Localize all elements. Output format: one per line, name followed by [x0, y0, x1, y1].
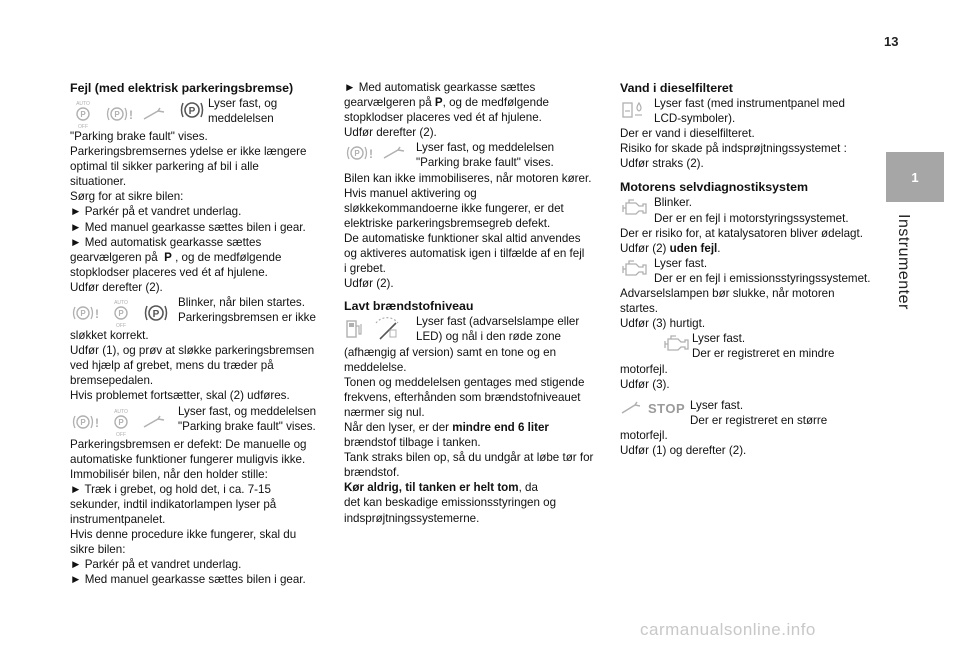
text-line: ► Træk i grebet, og hold det, i ca. 7-15: [70, 482, 271, 496]
svg-text:AUTO: AUTO: [114, 408, 128, 415]
chapter-number: 1: [886, 152, 944, 202]
warning-row: [344, 314, 602, 344]
text-line: sløkket korrekt.: [70, 329, 149, 343]
text-line: Hvis manuel aktivering og: [344, 186, 477, 200]
text-line: Lyser fast, og meddelelsen: [416, 141, 555, 155]
text-line: ► Med manuel gearkasse sættes bilen i gear.: [70, 220, 306, 234]
text-line: Lyser fast.: [654, 256, 708, 270]
parking-brake-fault-icon: [104, 104, 134, 124]
section-heading-self-diagnosis: Motorens selvdiagnostiksystem: [620, 180, 808, 195]
text-line: Tonen og meddelelsen gentages med stigende: [344, 375, 585, 389]
text-line: Lyser fast.: [690, 398, 744, 412]
text-line: bremsepedalen.: [70, 374, 154, 388]
section-heading-parking-brake-fault: Fejl (med elektrisk parkeringsbremse): [70, 81, 294, 95]
text-line: nærmer sig nul.: [344, 405, 425, 419]
text-line: Udfør (2).: [344, 277, 394, 291]
warning-row: [620, 256, 885, 286]
text-line: sikre bilen:: [70, 543, 126, 557]
svg-text:P: P: [80, 417, 86, 427]
svg-text:!: !: [95, 415, 99, 430]
text-line: Udfør (3).: [620, 377, 670, 391]
text-line: Blinker, når bilen startes.: [178, 296, 305, 310]
column-1: [70, 80, 328, 587]
text-fragment: Udfør (2): [620, 241, 667, 255]
auto-park-off-icon: [108, 298, 134, 328]
text-line: automatiske funktioner fungerer muligvis ikke.: [70, 452, 306, 466]
text-line: Lyser fast (med instrumentpanel med: [654, 97, 845, 110]
text-line: [344, 95, 602, 110]
text-line: brændstof tilbage i tanken.: [344, 436, 481, 450]
auto-park-off-icon: [70, 99, 96, 129]
text-line: Der er risiko for, at katalysatoren bliver ødelagt.: [620, 226, 863, 240]
wrench-icon: [382, 146, 406, 160]
text-line: elektriske parkeringsbremsegreb defekt.: [344, 216, 551, 230]
wrench-icon: [142, 107, 166, 121]
svg-text:!: !: [95, 307, 99, 322]
gear-p-label: P: [164, 250, 172, 264]
text-line: ► Parkér på et vandret underlag.: [70, 205, 242, 219]
text-line: [344, 420, 602, 435]
text-line: Parkeringsbremsen er defekt: De manuelle og: [70, 437, 307, 451]
parking-brake-icon: [178, 99, 206, 121]
watermark: carmanualsonline.info: [640, 620, 816, 639]
text-line: LED) og nål i den røde zone: [416, 330, 562, 344]
svg-text:P: P: [80, 110, 86, 119]
text-line: Udfør (1) og derefter (2).: [620, 443, 747, 457]
wrench-icon: [142, 415, 166, 429]
text-line: Der er registreret en større: [690, 413, 828, 427]
parking-brake-fault-icon: [344, 143, 374, 163]
text-fragment: , da: [518, 481, 538, 495]
text-line: De automatiske funktioner skal altid anvendes: [344, 231, 581, 245]
text-line: motorfejl.: [620, 362, 668, 376]
text-line: Der er registreret en mindre: [692, 347, 835, 361]
text-emphasis: Kør aldrig, til tanken er helt tom: [344, 481, 519, 495]
text-line: Der er en fejl i motorstyringssystemet.: [654, 211, 849, 225]
auto-park-off-icon: [108, 407, 134, 437]
text-emphasis: mindre end 6 liter: [452, 420, 549, 434]
chapter-label: Instrumenter: [895, 214, 912, 310]
warning-row: [344, 140, 602, 170]
text-line: optimal til sikker parkering af bil i alle: [70, 160, 259, 174]
text-line: brændstof.: [344, 466, 400, 480]
text-line: Lyser fast, og: [208, 97, 278, 110]
text-line: ► Parkér på et vandret underlag.: [70, 558, 242, 572]
warning-row: [70, 96, 328, 129]
parking-brake-fault-icon: [70, 412, 100, 432]
section-heading-water-in-diesel: Vand i dieselfilteret: [620, 81, 733, 95]
text-fragment: gearvælgeren på: [344, 96, 432, 110]
text-line: ► Med manuel gearkasse sættes bilen i gear.: [70, 573, 306, 587]
wrench-icon: [620, 401, 642, 415]
text-line: situationer.: [70, 175, 127, 189]
text-fragment: , og de medfølgende: [175, 250, 282, 264]
engine-icon: [620, 198, 648, 216]
text-line: Blinker.: [654, 196, 693, 210]
text-line: Parkeringsbremsernes ydelse er ikke længere: [70, 145, 307, 159]
text-line: instrumentpanelet.: [70, 512, 166, 526]
engine-icon: [620, 259, 648, 277]
text-line: Udfør derefter (2).: [344, 126, 437, 140]
text-line: sløkkekommandoerne ikke fungerer, er det: [344, 201, 564, 215]
text-line: Der er vand i dieselfilteret.: [620, 127, 755, 141]
text-line: frekvens, efterhånden som brændstofniveauet: [344, 390, 581, 404]
text-line: Der er en fejl i emissionsstyringssystemet.: [654, 271, 871, 285]
column-3: [620, 80, 885, 458]
fuel-pump-icon: [344, 318, 364, 340]
text-line: Bilen kan ikke immobiliseres, når motoren kører.: [344, 171, 592, 185]
parking-brake-icon: [142, 302, 170, 324]
text-line: Advarselslampen bør slukke, når motoren: [620, 287, 835, 301]
svg-text:AUTO: AUTO: [76, 101, 90, 107]
svg-text:OFF: OFF: [78, 124, 88, 129]
text-line: Udfør (3) hurtigt.: [620, 317, 706, 331]
chapter-tab: [886, 152, 960, 322]
text-line: meddelelsen: [208, 112, 274, 126]
column-2: [344, 80, 602, 526]
text-line: ► Med automatisk gearkasse sættes: [70, 235, 262, 249]
text-line: Lyser fast, og meddelelsen: [178, 404, 317, 418]
text-line: Risiko for skade på indsprøjtningssystemet :: [620, 142, 847, 156]
text-line: Udfør derefter (2).: [70, 280, 163, 294]
warning-row: [620, 96, 885, 126]
warning-row: [620, 398, 885, 428]
text-line: "Parking brake fault" vises.: [416, 156, 554, 170]
text-line: stopklodser placeres ved ét af hjulene.: [344, 111, 542, 125]
svg-text:P: P: [80, 309, 86, 319]
svg-text:P: P: [354, 149, 360, 159]
text-line: "Parking brake fault" vises.: [178, 419, 316, 433]
text-line: startes.: [620, 302, 659, 316]
water-in-diesel-icon: [620, 99, 646, 121]
fuel-gauge-needle-icon: [372, 317, 402, 341]
text-line: Tank straks bilen op, så du undgår at løbe tør for: [344, 451, 594, 465]
svg-text:!: !: [129, 108, 133, 122]
text-line: "Parking brake fault" vises.: [70, 130, 208, 143]
svg-text:P: P: [188, 106, 196, 117]
warning-row: [620, 195, 885, 225]
svg-text:OFF: OFF: [116, 323, 126, 329]
text-line: og aktiveres automatisk igen i tilfælde af en fejl: [344, 247, 585, 261]
text-line: [344, 480, 602, 495]
text-line: meddelelse.: [344, 360, 407, 374]
svg-text:P: P: [118, 417, 124, 427]
text-line: ved hjælp af grebet, mens du træder på: [70, 359, 274, 373]
svg-text:P: P: [118, 309, 124, 319]
svg-text:OFF: OFF: [116, 431, 126, 437]
text-emphasis: uden fejl: [669, 241, 718, 255]
warning-row: [70, 404, 328, 437]
text-fragment: gearvælgeren på: [70, 250, 158, 264]
text-fragment: , og de medfølgende: [442, 96, 549, 110]
parking-brake-fault-icon: [70, 303, 100, 323]
text-line: Sørg for at sikre bilen:: [70, 190, 184, 204]
text-line: LCD-symboler).: [654, 112, 736, 126]
text-line: [620, 241, 885, 256]
text-line: sekunder, indtil indikatorlampen lyser på: [70, 497, 277, 511]
engine-icon: [662, 334, 690, 352]
text-fragment: .: [717, 241, 721, 255]
text-line: Lyser fast.: [692, 332, 746, 346]
text-line: Lyser fast (advarselslampe eller: [416, 315, 580, 329]
page-number: 13: [884, 34, 899, 49]
warning-row: [70, 295, 328, 328]
svg-text:AUTO: AUTO: [114, 300, 128, 307]
text-fragment: Når den lyser, er der: [344, 420, 450, 434]
svg-text:!: !: [369, 147, 373, 162]
stop-icon: STOP: [648, 400, 686, 416]
gear-p-label: P: [434, 96, 443, 110]
text-line: det kan beskadige emissionsstyringen og: [344, 496, 557, 510]
section-heading-low-fuel: Lavt brændstofniveau: [344, 299, 474, 314]
text-line: ► Med automatisk gearkasse sættes: [344, 81, 536, 94]
svg-text:P: P: [152, 309, 160, 321]
text-line: (afhængig af version) samt en tone og en: [344, 345, 557, 359]
text-line: Hvis problemet fortsætter, skal (2) udføres.: [70, 389, 290, 403]
text-line: Udfør (1), og prøv at sløkke parkeringsbremsen: [70, 344, 315, 358]
text-line: Immobilisér bilen, når den holder stille:: [70, 467, 268, 481]
text-line: motorfejl.: [620, 428, 668, 442]
text-line: Hvis denne procedure ikke fungerer, skal du: [70, 528, 297, 542]
text-line: i grebet.: [344, 262, 386, 276]
svg-text:P: P: [114, 110, 120, 119]
text-line: [70, 250, 328, 265]
warning-row: [620, 331, 885, 361]
text-line: indsprøjtningssystemerne.: [344, 511, 480, 525]
text-line: Parkeringsbremsen er ikke: [178, 311, 316, 325]
text-line: Udfør straks (2).: [620, 157, 704, 171]
text-line: stopklodser placeres ved ét af hjulene.: [70, 265, 268, 279]
